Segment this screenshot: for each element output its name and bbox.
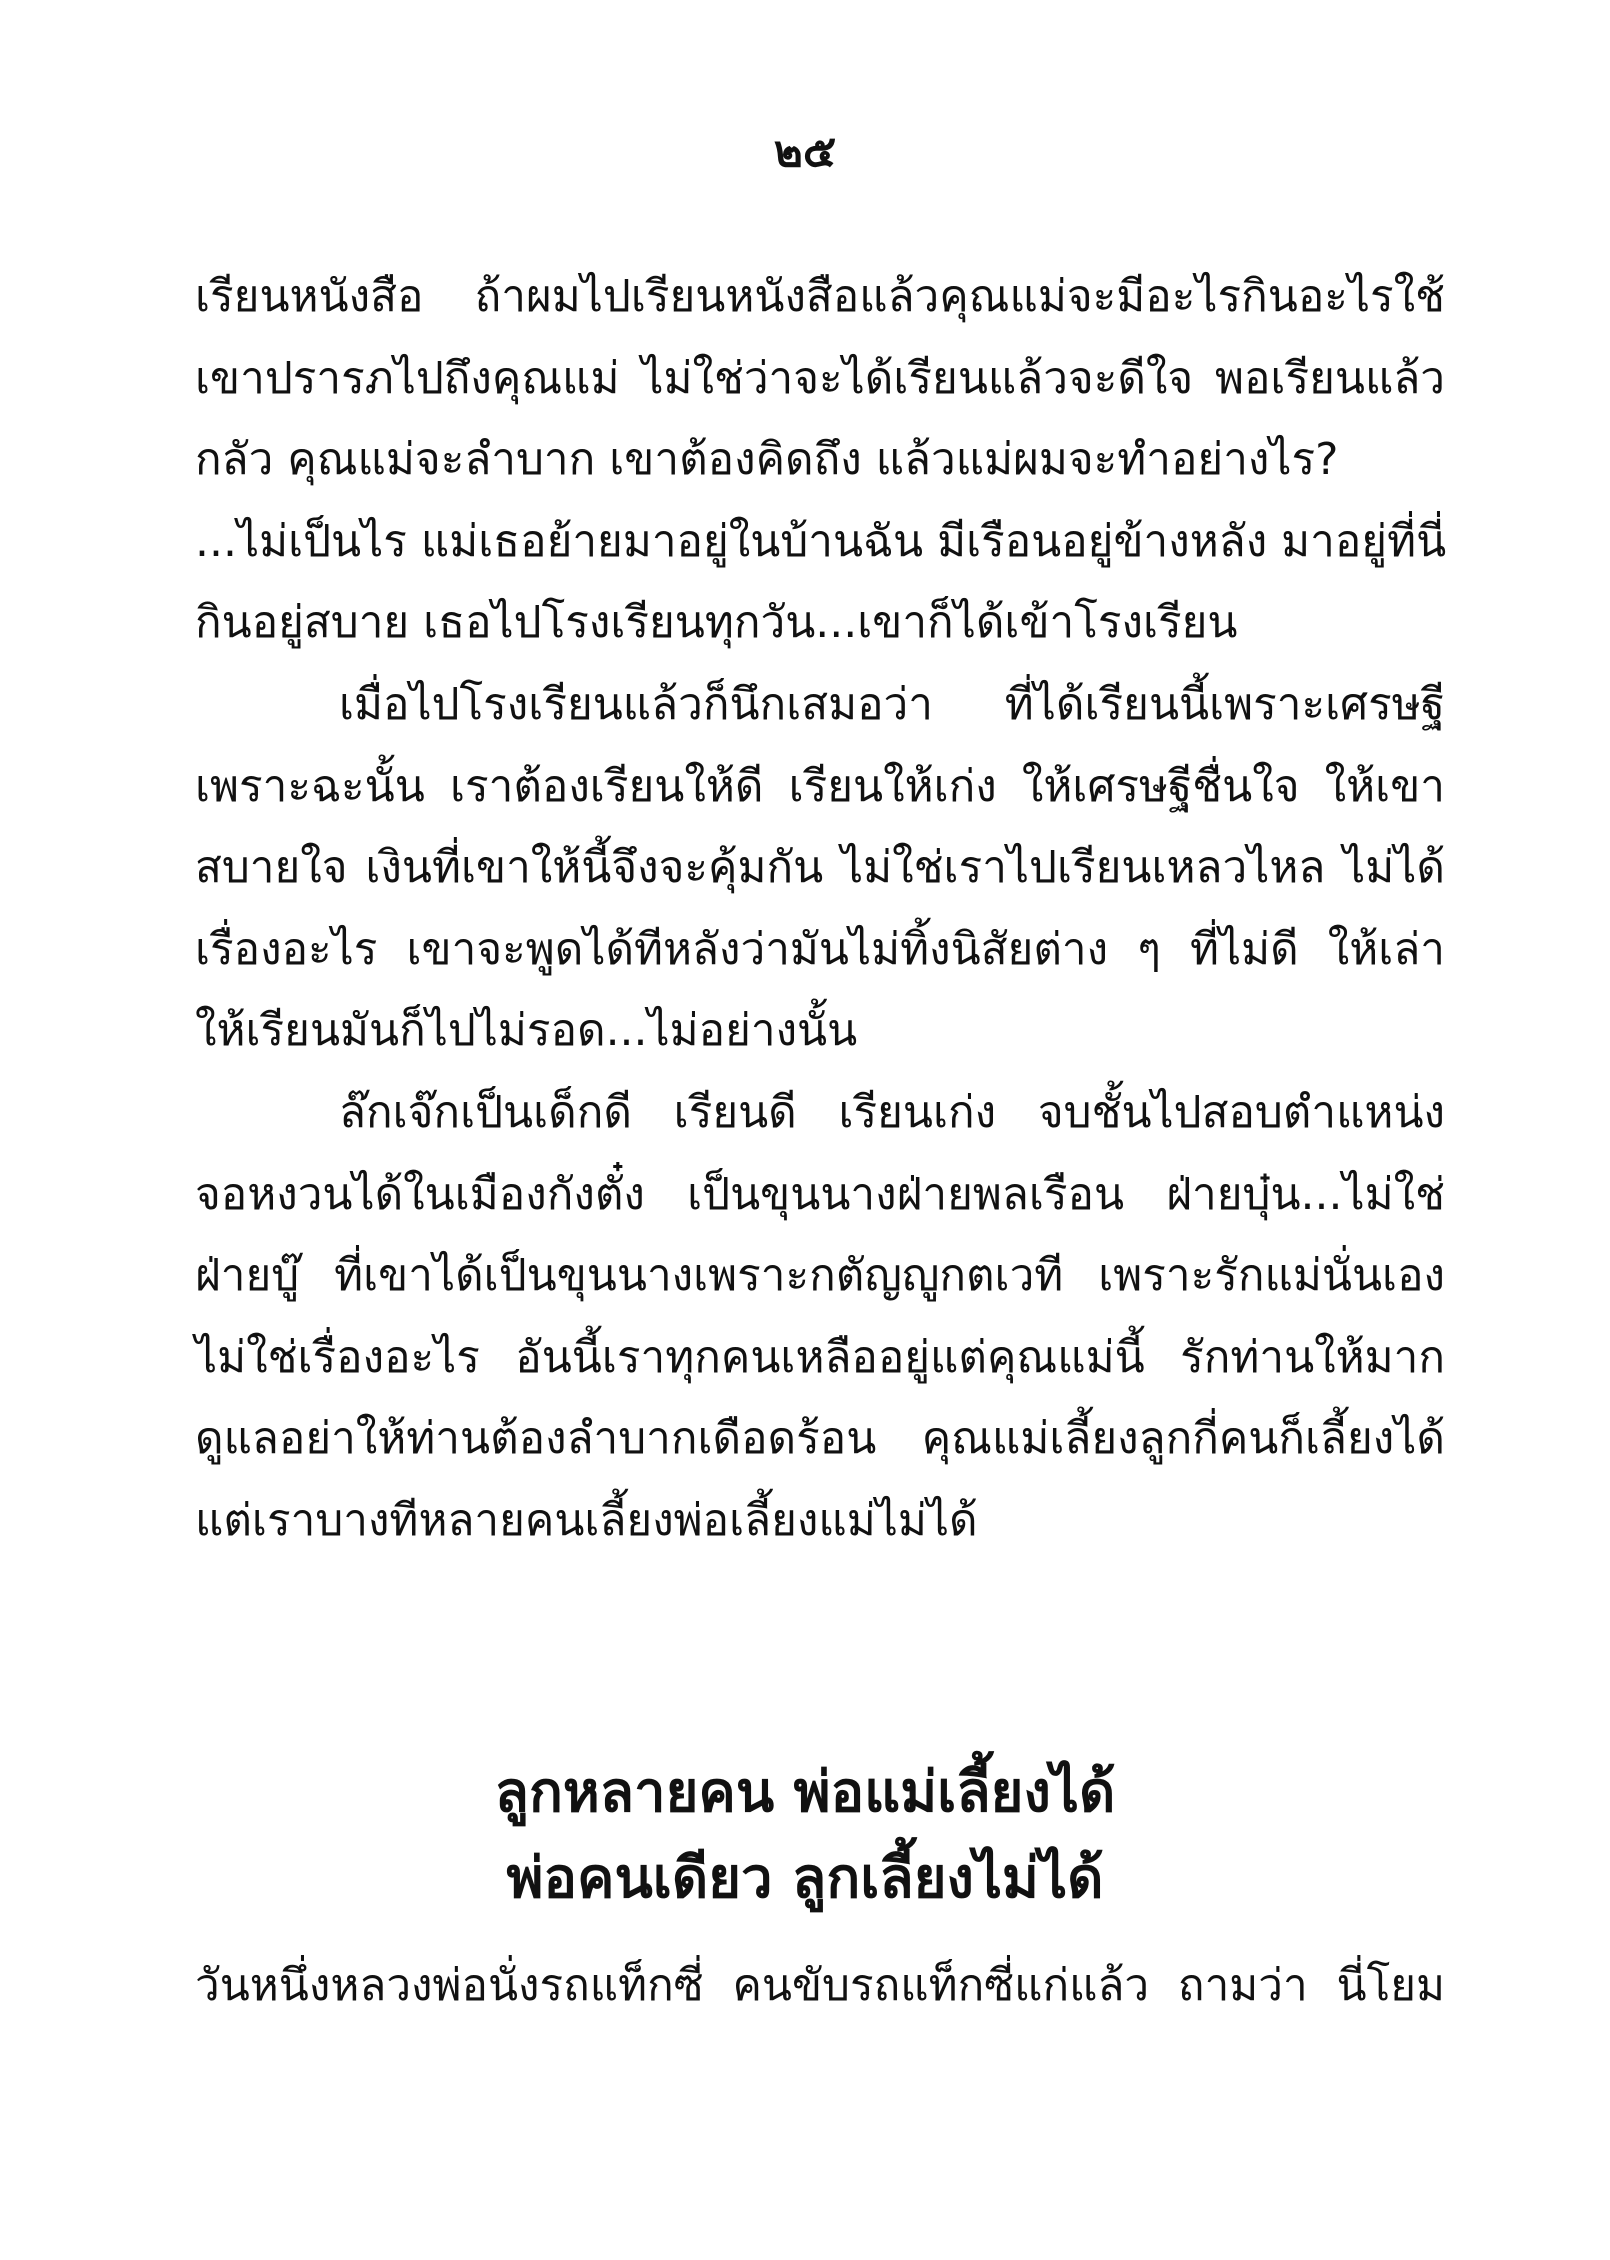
heading-line-2: พ่อคนเดียว ลูกเลี้ยงไม่ได้	[506, 1846, 1104, 1911]
text-line: เมื่อไปโรงเรียนแล้วก็นึกเสมอว่า ที่ได้เรียนนี้เพราะเศรษฐี	[339, 678, 1445, 730]
heading-line-1: ลูกหลายคน พ่อแม่เลี้ยงได้	[494, 1760, 1116, 1825]
text-line: ล๊กเจ๊กเป็นเด็กดี เรียนดี เรียนเก่ง จบชั้นไปสอบตำแหน่ง	[339, 1086, 1445, 1138]
text-line: ...ไม่เป็นไร แม่เธอย้ายมาอยู่ในบ้านฉัน มีเรือนอยู่ข้างหลัง มาอยู่ที่นี่	[195, 515, 1447, 567]
text-line: กินอยู่สบาย เธอไปโรงเรียนทุกวัน...เขาก็ได้เข้าโรงเรียน	[195, 597, 1238, 649]
text-line: เพราะฉะนั้น เราต้องเรียนให้ดี เรียนให้เก่ง ให้เศรษฐีชื่นใจ ให้เขา	[195, 760, 1445, 812]
text-line: เรื่องอะไร เขาจะพูดได้ทีหลังว่ามันไม่ทิ้งนิสัยต่าง ๆ ที่ไม่ดี ให้เล่า	[195, 923, 1445, 975]
page-number: ๒๕	[773, 126, 837, 177]
text-line: จอหงวนได้ในเมืองกังตั๋ง เป็นขุนนางฝ่ายพลเรือน ฝ่ายบุ๋น...ไม่ใช่	[195, 1168, 1445, 1220]
section-body-text	[195, 1945, 1445, 2027]
text-line: ฝ่ายบู๊ ที่เขาได้เป็นขุนนางเพราะกตัญญูกตเวที เพราะรักแม่นั่นเอง	[195, 1250, 1445, 1302]
text-line: แต่เราบางทีหลายคนเลี้ยงพ่อเลี้ยงแม่ไม่ได้	[195, 1494, 978, 1546]
text-line: สบายใจ เงินที่เขาให้นี้จึงจะคุ้มกัน ไม่ใช่เราไปเรียนเหลวไหล ไม่ได้	[195, 842, 1445, 894]
text-line: ไม่ใช่เรื่องอะไร อันนี้เราทุกคนเหลืออยู่แต่คุณแม่นี้ รักท่านให้มาก	[195, 1331, 1445, 1383]
text-line: วันหนึ่งหลวงพ่อนั่งรถแท็กซี่ คนขับรถแท็กซี่แก่แล้ว ถามว่า นี่โยม	[195, 1960, 1445, 2011]
text-line: ให้เรียนมันก็ไปไม่รอด...ไม่อย่างนั้น	[195, 1005, 858, 1057]
text-line: ดูแลอย่าให้ท่านต้องลำบากเดือดร้อน คุณแม่เลี้ยงลูกกี่คนก็เลี้ยงได้	[195, 1413, 1445, 1465]
section-heading	[0, 1750, 1610, 1922]
text-line: เขาปรารภไปถึงคุณแม่ ไม่ใช่ว่าจะได้เรียนแล้วจะดีใจ พอเรียนแล้ว	[195, 352, 1445, 404]
text-line: เรียนหนังสือ ถ้าผมไปเรียนหนังสือแล้วคุณแม่จะมีอะไรกินอะไรใช้	[195, 271, 1445, 322]
text-line: กลัว คุณแม่จะลำบาก เขาต้องคิดถึง แล้วแม่ผมจะทำอย่างไร?	[195, 434, 1339, 486]
body-text	[195, 256, 1445, 1562]
